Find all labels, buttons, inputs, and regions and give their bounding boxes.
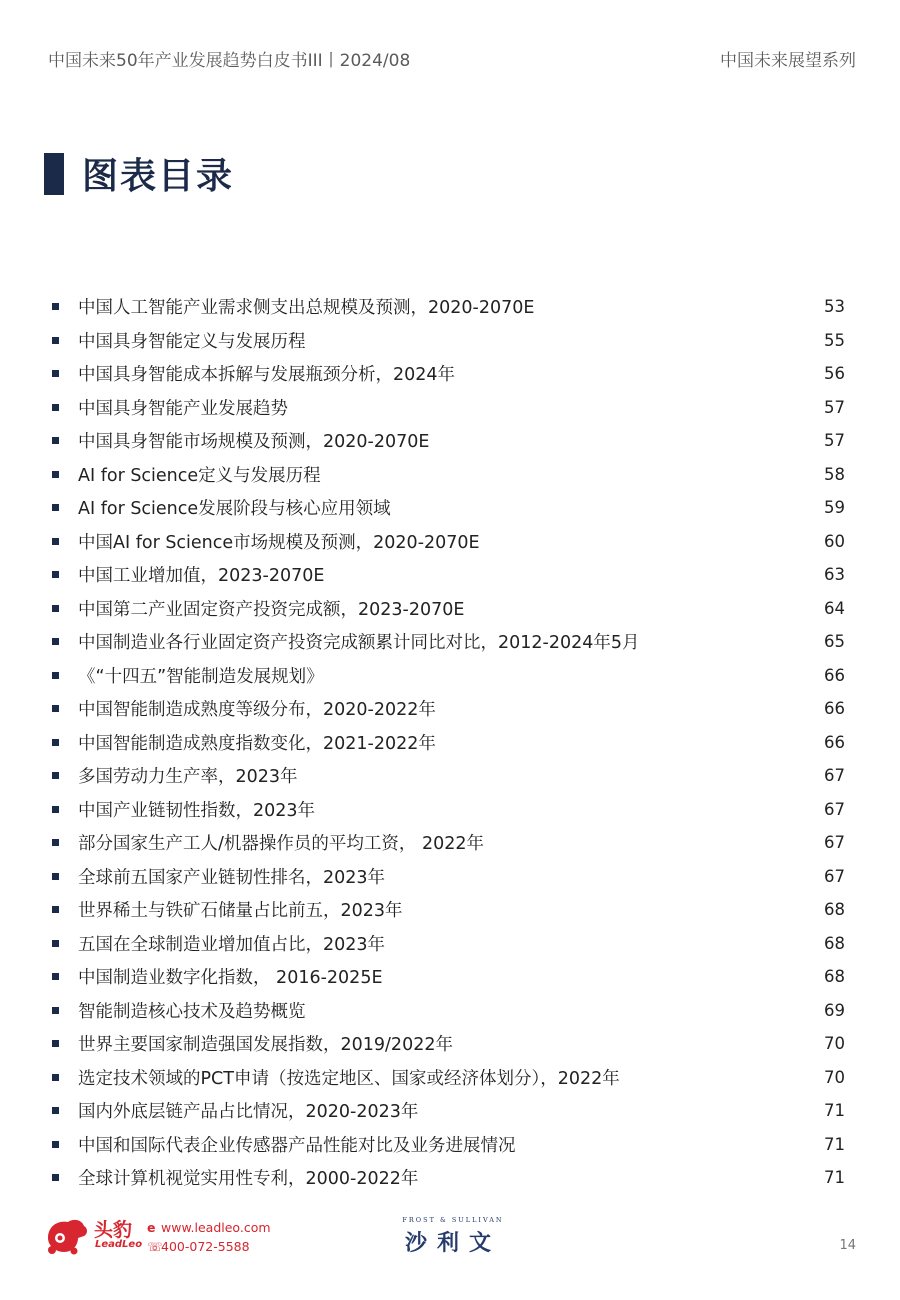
figure-index-list [52, 290, 845, 1195]
toc-entry-title: 中国人工智能产业需求侧支出总规模及预测，2020-2070E [78, 298, 535, 319]
toc-entry-page: 68 [824, 900, 845, 920]
toc-entry[interactable] [52, 558, 845, 592]
toc-entry-title: 《“十四五”智能制造发展规划》 [78, 666, 324, 687]
page-footer [44, 1212, 856, 1272]
toc-entry-title: 世界稀土与铁矿石储量占比前五，2023年 [78, 901, 403, 922]
section-heading [44, 148, 234, 199]
toc-entry[interactable] [52, 692, 845, 726]
toc-entry[interactable] [52, 625, 845, 659]
toc-entry-title: 中国制造业数字化指数， 2016-2025E [78, 968, 383, 989]
toc-entry-title: 中国智能制造成熟度指数变化，2021-2022年 [78, 733, 436, 754]
bullet-icon [52, 303, 59, 310]
toc-entry-page: 60 [824, 531, 845, 551]
toc-entry[interactable] [52, 357, 845, 391]
toc-entry-page: 67 [824, 833, 845, 853]
toc-entry[interactable] [52, 525, 845, 559]
toc-entry[interactable] [52, 1027, 845, 1061]
toc-entry[interactable] [52, 290, 845, 324]
toc-entry[interactable] [52, 927, 845, 961]
toc-entry-page: 67 [824, 866, 845, 886]
page-header [48, 44, 856, 72]
toc-entry-page: 69 [824, 1000, 845, 1020]
toc-entry-page: 57 [824, 397, 845, 417]
toc-entry-page: 58 [824, 464, 845, 484]
bullet-icon [52, 873, 59, 880]
leadleo-logo-text: 头豹 [94, 1219, 133, 1241]
phone-number: 400-072-5588 [161, 1239, 250, 1254]
bullet-icon [52, 973, 59, 980]
toc-entry-page: 67 [824, 766, 845, 786]
toc-entry[interactable] [52, 994, 845, 1028]
toc-entry-page: 70 [824, 1067, 845, 1087]
toc-entry-title: 中国具身智能产业发展趋势 [78, 398, 288, 419]
bullet-icon [52, 906, 59, 913]
toc-entry-page: 68 [824, 967, 845, 987]
phone-icon: ☏ [147, 1239, 163, 1254]
toc-entry[interactable] [52, 1161, 845, 1195]
leadleo-logo-english: LeadLeo [95, 1239, 143, 1250]
toc-entry-title: 多国劳动力生产率，2023年 [78, 767, 298, 788]
toc-entry-title: 中国第二产业固定资产投资完成额，2023-2070E [78, 599, 465, 620]
toc-entry-page: 71 [824, 1101, 845, 1121]
toc-entry-page: 66 [824, 699, 845, 719]
toc-entry[interactable] [52, 893, 845, 927]
bullet-icon [52, 705, 59, 712]
toc-entry-title: 部分国家生产工人/机器操作员的平均工资， 2022年 [78, 834, 484, 855]
toc-entry[interactable] [52, 793, 845, 827]
bullet-icon [52, 638, 59, 645]
bullet-icon [52, 471, 59, 478]
heading-accent-bar [44, 153, 64, 195]
toc-entry[interactable] [52, 491, 845, 525]
toc-entry[interactable] [52, 1128, 845, 1162]
bullet-icon [52, 806, 59, 813]
toc-entry-title: 国内外底层链产品占比情况，2020-2023年 [78, 1102, 419, 1123]
toc-entry-page: 53 [824, 297, 845, 317]
toc-entry-title: 中国产业链韧性指数，2023年 [78, 800, 316, 821]
toc-entry[interactable] [52, 391, 845, 425]
leadleo-logo-icon [44, 1216, 88, 1256]
bullet-icon [52, 605, 59, 612]
web-icon: e [147, 1220, 156, 1235]
toc-entry-page: 67 [824, 799, 845, 819]
bullet-icon [52, 839, 59, 846]
toc-entry-title: 中国AI for Science市场规模及预测，2020-2070E [78, 532, 480, 553]
bullet-icon [52, 1007, 59, 1014]
toc-entry[interactable] [52, 1094, 845, 1128]
toc-entry-title: 世界主要国家制造强国发展指数，2019/2022年 [78, 1035, 453, 1056]
toc-entry-title: 中国智能制造成熟度等级分布，2020-2022年 [78, 700, 436, 721]
toc-entry[interactable] [52, 759, 845, 793]
toc-entry-title: 全球前五国家产业链韧性排名，2023年 [78, 867, 386, 888]
toc-entry-page: 59 [824, 498, 845, 518]
toc-entry[interactable] [52, 726, 845, 760]
toc-entry[interactable] [52, 1061, 845, 1095]
bullet-icon [52, 538, 59, 545]
toc-entry-title: 中国具身智能成本拆解与发展瓶颈分析，2024年 [78, 365, 456, 386]
toc-entry-page: 70 [824, 1034, 845, 1054]
toc-entry-title: 全球计算机视觉实用性专利，2000-2022年 [78, 1169, 419, 1190]
toc-entry[interactable] [52, 659, 845, 693]
toc-entry-page: 55 [824, 330, 845, 350]
toc-entry-page: 66 [824, 732, 845, 752]
toc-entry-page: 71 [824, 1134, 845, 1154]
bullet-icon [52, 672, 59, 679]
bullet-icon [52, 772, 59, 779]
toc-entry-title: AI for Science定义与发展历程 [78, 465, 321, 486]
toc-entry-title: 五国在全球制造业增加值占比，2023年 [78, 934, 386, 955]
toc-entry-title: 中国工业增加值，2023-2070E [78, 566, 325, 587]
header-series-name: 中国未来展望系列 [720, 50, 856, 71]
toc-entry-title: AI for Science发展阶段与核心应用领域 [78, 499, 391, 520]
toc-entry-page: 71 [824, 1168, 845, 1188]
bullet-icon [52, 1107, 59, 1114]
toc-entry-page: 66 [824, 665, 845, 685]
bullet-icon [52, 437, 59, 444]
page-title: 图表目录 [82, 156, 235, 197]
toc-entry-title: 中国制造业各行业固定资产投资完成额累计同比对比，2012-2024年5月 [78, 633, 640, 654]
toc-entry-page: 56 [824, 364, 845, 384]
toc-entry[interactable] [52, 592, 845, 626]
toc-entry[interactable] [52, 860, 845, 894]
toc-entry-title: 中国具身智能市场规模及预测，2020-2070E [78, 432, 430, 453]
toc-entry[interactable] [52, 324, 845, 358]
website-link[interactable]: www.leadleo.com [161, 1220, 271, 1235]
toc-entry-title: 中国具身智能定义与发展历程 [78, 331, 306, 352]
toc-entry[interactable] [52, 826, 845, 860]
toc-entry-page: 63 [824, 565, 845, 585]
bullet-icon [52, 1174, 59, 1181]
bullet-icon [52, 370, 59, 377]
bullet-icon [52, 404, 59, 411]
bullet-icon [52, 940, 59, 947]
toc-entry[interactable] [52, 960, 845, 994]
bullet-icon [52, 504, 59, 511]
toc-entry-title: 选定技术领域的PCT申请（按选定地区、国家或经济体划分），2022年 [78, 1068, 620, 1089]
bullet-icon [52, 1074, 59, 1081]
frost-sullivan-logo: FROST & SULLIVAN [402, 1216, 504, 1224]
bullet-icon [52, 1040, 59, 1047]
toc-entry-title: 中国和国际代表企业传感器产品性能对比及业务进展情况 [78, 1135, 516, 1156]
bullet-icon [52, 571, 59, 578]
toc-entry-title: 智能制造核心技术及趋势概览 [78, 1001, 306, 1022]
header-report-title: 中国未来50年产业发展趋势白皮书III丨2024/08 [48, 50, 411, 71]
toc-entry-page: 64 [824, 598, 845, 618]
bullet-icon [52, 739, 59, 746]
toc-entry[interactable] [52, 424, 845, 458]
toc-entry-page: 57 [824, 431, 845, 451]
bullet-icon [52, 1141, 59, 1148]
toc-entry[interactable] [52, 458, 845, 492]
toc-entry-page: 65 [824, 632, 845, 652]
toc-entry-page: 68 [824, 933, 845, 953]
frost-sullivan-logo-cn: 沙利文 [404, 1231, 501, 1256]
contact-info [147, 1218, 271, 1256]
bullet-icon [52, 337, 59, 344]
page-number: 14 [839, 1238, 856, 1253]
